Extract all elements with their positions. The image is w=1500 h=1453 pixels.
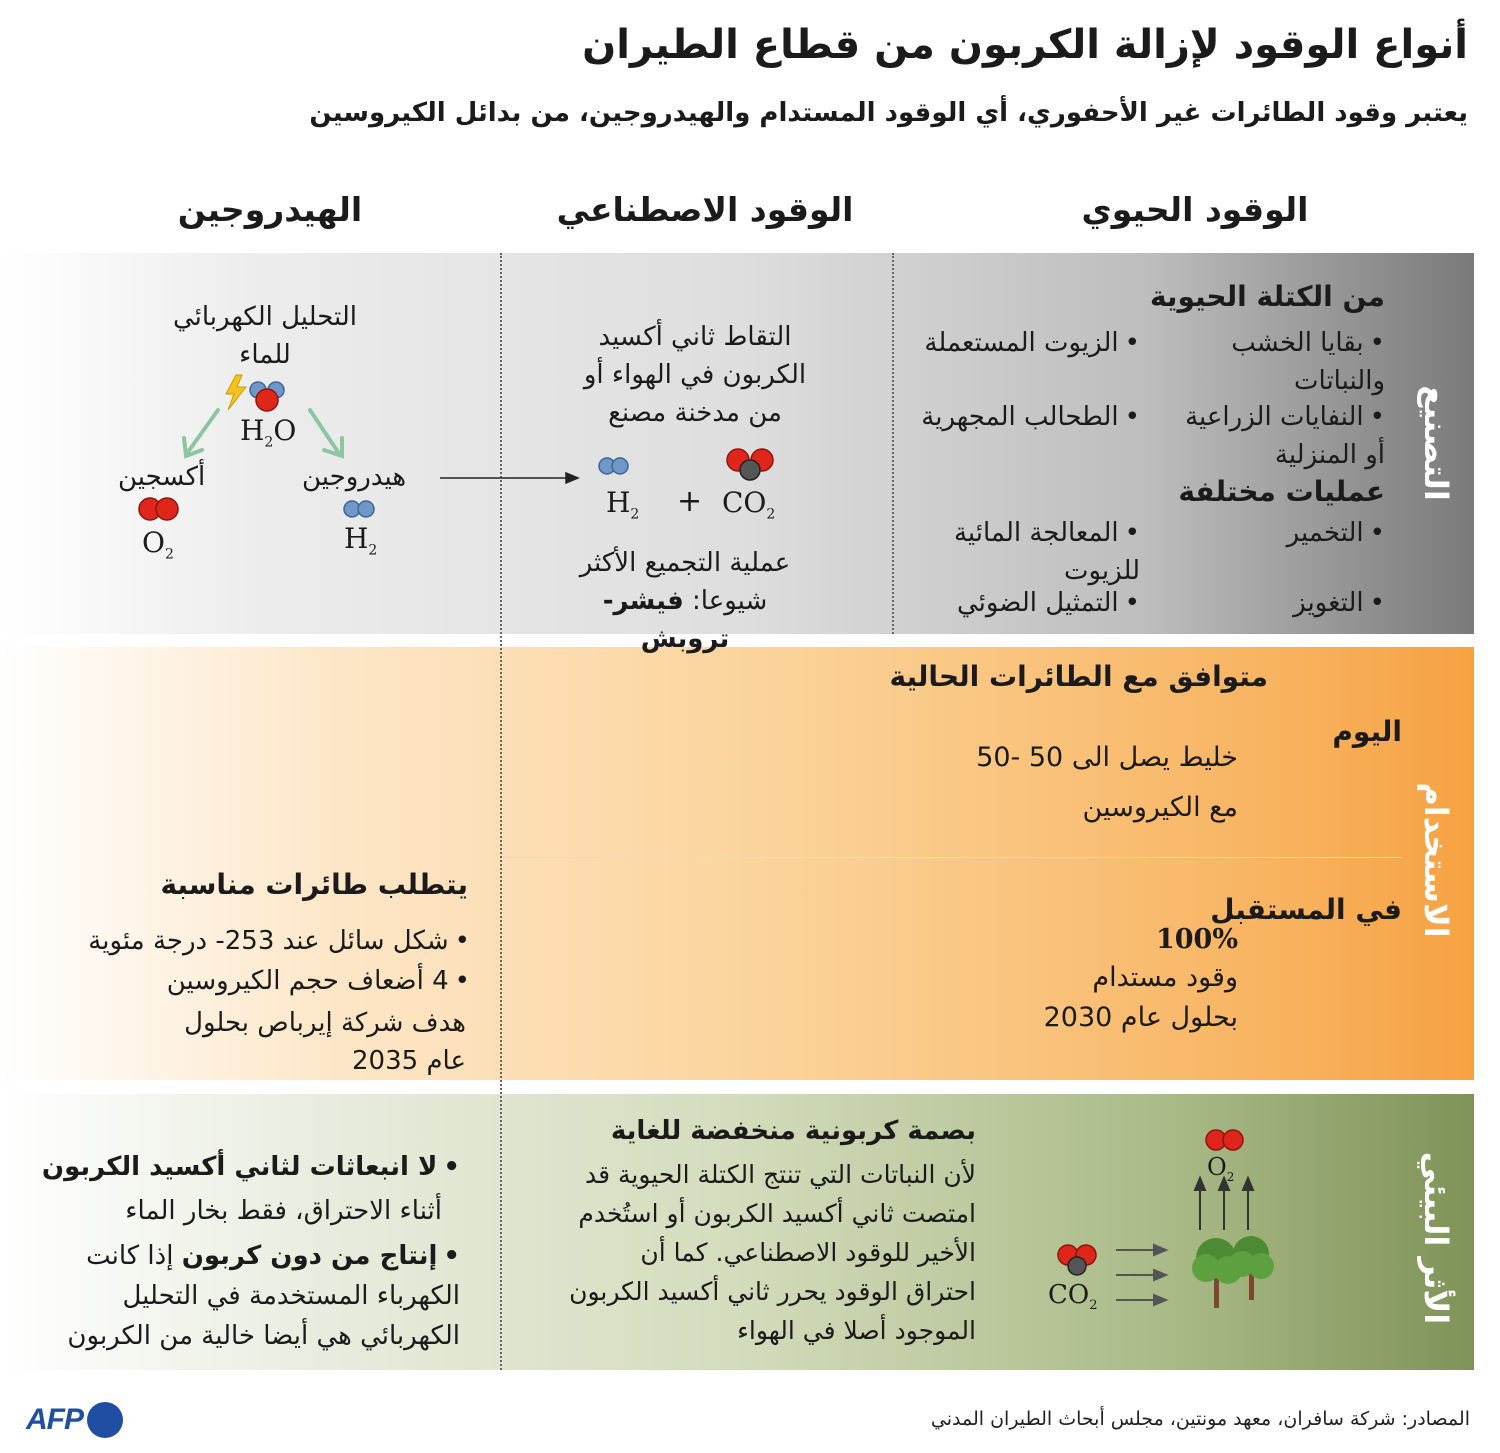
- co2-capture-text: التقاط ثاني أكسيد الكربون في الهواء أو من مدخنة مصنع: [583, 322, 807, 428]
- column-divider: [892, 253, 894, 634]
- row-label-environment: الأثر البيئي: [1417, 1151, 1455, 1325]
- h2-subscript: 2: [630, 506, 640, 523]
- bio-item-algae: • الطحالب المجهرية: [910, 398, 1140, 436]
- synthesis-process-label: عملية التجميع الأكثر شيوعا:: [579, 548, 791, 616]
- plus-sign: +: [677, 484, 703, 519]
- bio-item-wood: • بقايا الخشب والنباتات: [1195, 324, 1385, 400]
- bio-item-waste: • النفايات الزراعية أو المنزلية: [1165, 398, 1385, 474]
- water-subscript: 2: [264, 434, 274, 451]
- o2-molecule-icon: [1206, 1130, 1243, 1150]
- co2-molecule-icon: [727, 449, 773, 480]
- no-emission-text: أثناء الاحتراق، فقط بخار الماء: [125, 1196, 442, 1226]
- future-percentage: 100%: [1155, 924, 1238, 955]
- row-label-production: التصنيع: [1417, 385, 1455, 501]
- future-line2: بحلول عام 2030: [1043, 1002, 1238, 1033]
- o2-subscript: 2: [1226, 1169, 1235, 1184]
- afp-logo-text: AFP: [26, 1403, 83, 1436]
- trees-icon: [1192, 1236, 1274, 1308]
- o2-molecule-icon: [139, 498, 178, 520]
- right-arrows-icon: [1116, 1245, 1166, 1305]
- water-molecule-icon: [250, 382, 284, 411]
- afp-logo-circle-icon: [87, 1402, 123, 1438]
- page-title: أنواع الوقود لإزالة الكربون من قطاع الطيران: [582, 22, 1468, 68]
- co2-formula: CO: [722, 486, 767, 519]
- h2-formula: H: [606, 486, 631, 519]
- bio-process-fermentation: • التخمير: [1235, 514, 1385, 552]
- water-formula-o: O: [273, 414, 297, 447]
- future-line1: وقود مستدام: [1092, 962, 1238, 993]
- arrow-to-synthetic-icon: [440, 473, 578, 483]
- no-emission-heading: • لا انبعاثات لثاني أكسيد الكربون: [42, 1152, 460, 1182]
- water-formula-h: H: [240, 414, 265, 447]
- airbus-target: هدف شركة إيرباص بحلول عام 2035: [184, 1008, 466, 1076]
- today-line2: مع الكيروسين: [1082, 792, 1238, 823]
- bio-process-gasification: • التغويز: [1235, 584, 1385, 622]
- co2-formula: CO: [1048, 1280, 1090, 1310]
- usage-divider: [502, 857, 1402, 858]
- afp-logo: [26, 1402, 123, 1438]
- low-carbon-text: لأن النباتات التي تنتج الكتلة الحيوية قد امتصت ثاني أكسيد الكربون أو استُخدم الأخير للوقود الاصطناعي. كما أن احتراق الوقود يحرر ثاني أكسيد الكربون الموجود أصلا في الهواء: [569, 1160, 976, 1345]
- hydrogen-usage-heading: يتطلب طائرات مناسبة: [160, 868, 468, 901]
- compatible-heading: متوافق مع الطائرات الحالية: [889, 660, 1268, 693]
- hydrogen-usage-liquid: • شكل سائل عند 253- درجة مئوية: [88, 922, 470, 960]
- low-carbon-heading: بصمة كربونية منخفضة للغاية: [610, 1116, 976, 1146]
- carbon-free-item: [30, 1236, 460, 1356]
- page-subtitle: يعتبر وقود الطائرات غير الأحفوري، أي الوقود المستدام والهيدروجين، من بدائل الكيروسين: [309, 98, 1468, 128]
- carbon-free-heading: • إنتاج من دون كربون: [182, 1241, 460, 1271]
- o2-formula: O: [142, 526, 165, 559]
- hydrogen-label: هيدروجين: [302, 462, 407, 492]
- lightning-icon: [226, 375, 246, 410]
- future-label: في المستقبل: [1210, 893, 1402, 926]
- o2-formula: O: [1207, 1153, 1227, 1181]
- hydrogen-usage-volume: • 4 أضعاف حجم الكيروسين: [167, 962, 470, 1000]
- up-arrows-icon: [1195, 1178, 1253, 1230]
- today-label: اليوم: [1332, 715, 1402, 748]
- fischer-tropsch-name: فيشر-تروبش: [602, 586, 730, 654]
- oxygen-label: أكسجين: [118, 462, 206, 492]
- o2-subscript: 2: [164, 546, 174, 563]
- bio-item-used-oils: • الزيوت المستعملة: [910, 324, 1140, 362]
- carbon-free-text: إذا كانت الكهرباء المستخدمة في التحليل الكهربائي هي أيضا خالية من الكربون: [67, 1241, 460, 1351]
- bio-process-photosynthesis: • التمثيل الضوئي: [940, 584, 1140, 622]
- column-header-synthetic: الوقود الاصطناعي: [556, 190, 854, 229]
- co2-subscript: 2: [1089, 1298, 1098, 1314]
- h2-subscript: 2: [368, 542, 378, 559]
- biomass-heading: من الكتلة الحيوية: [1149, 280, 1385, 313]
- co2-subscript: 2: [766, 506, 776, 523]
- bio-process-hydrotreatment: • المعالجة المائية للزيوت: [950, 514, 1140, 590]
- h2-molecule-icon: [344, 501, 374, 517]
- column-header-hydrogen: الهيدروجين: [177, 190, 363, 229]
- sources-footer: المصادر: شركة سافران، معهد مونتين، مجلس أبحاث الطيران المدني: [930, 1408, 1470, 1430]
- electrolysis-text: التحليل الكهربائي للماء: [172, 302, 358, 370]
- co2-molecule-icon: [1058, 1245, 1096, 1275]
- column-header-biofuel: الوقود الحيوي: [1081, 190, 1309, 229]
- h2-formula: H: [344, 522, 369, 555]
- processes-heading: عمليات مختلفة: [1178, 475, 1385, 508]
- today-line1: خليط يصل الى 50 -50: [976, 742, 1238, 773]
- row-label-usage: الاستخدام: [1417, 782, 1455, 938]
